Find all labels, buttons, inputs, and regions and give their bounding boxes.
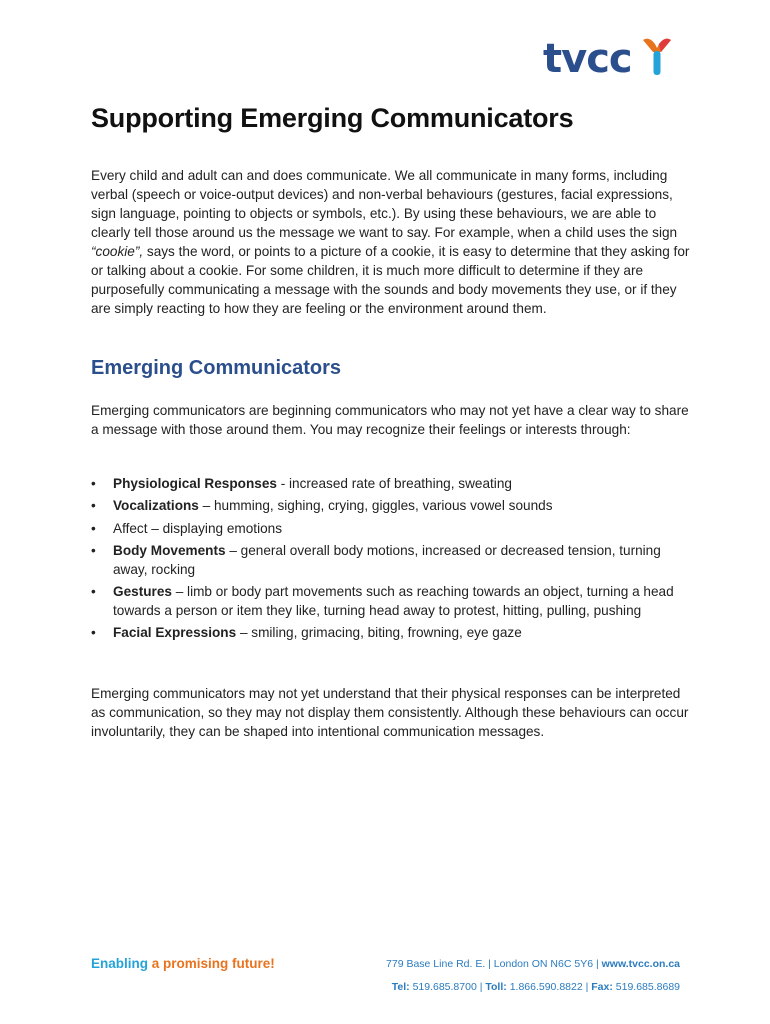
cookie-emphasis: “cookie”,	[91, 244, 144, 259]
bullet-glyph: •	[91, 520, 96, 536]
list-item: • Gestures – limb or body part movements such as reaching towards an object, turning a head towards a person or item they like, turning head away to protest, hitting, pulling, pushing	[91, 584, 674, 619]
list-item: • Affect – displaying emotions	[91, 520, 283, 536]
bullet-glyph: •	[91, 476, 96, 491]
logo-wordmark: tvcc	[543, 36, 632, 82]
list-item: • Physiological Responses - increased rate of breathing, sweating	[91, 476, 512, 491]
list-item: • Body Movements – general overall body motions, increased or decreased tension, turning away, rocking	[91, 542, 661, 577]
section-heading: Emerging Communicators	[91, 357, 342, 379]
response-list	[91, 474, 681, 646]
list-item: • Facial Expressions – smiling, grimacing, biting, frowning, eye gaze	[91, 625, 522, 641]
bullet-glyph: •	[91, 542, 96, 558]
footer-contact: Tel: 519.685.8700 | Toll: 1.866.590.8822 | Fax: 519.685.8689	[391, 981, 680, 993]
tvcc-figure-logo-icon	[639, 32, 675, 78]
bullet-glyph: •	[91, 625, 96, 641]
section-intro-paragraph: Emerging communicators are beginning communicators who may not yet have a clear way to share a message with those around them. You may recognize their feelings or interests through:	[91, 403, 689, 437]
tvcc-logo	[543, 32, 678, 82]
footer-tagline: Enabling a promising future!	[91, 956, 275, 971]
list-item: • Vocalizations – humming, sighing, crying, giggles, various vowel sounds	[91, 498, 553, 514]
closing-paragraph: Emerging communicators may not yet understand that their physical responses can be interpreted as communication, so they may not display them consistently. Although these behaviours can occur involuntarily, they can be shaped into intentional communication messages.	[91, 686, 689, 739]
bullet-glyph: •	[91, 584, 96, 600]
page-title: Supporting Emerging Communicators	[91, 103, 574, 133]
intro-paragraph: Every child and adult can and does communicate. We all communicate in many forms, including verbal (speech or voice-output devices) and non-verbal behaviours (gestures, facial expressions, sign language, pointing to objects or symbols, etc.). By using these behaviours, we are able to clearly tell those around us the message we want to say. For example, when a child uses the sign “cookie”, says the word, or points to a picture of a cookie, it is easy to determine that they asking for or talking about a cookie. For some children, it is much more difficult to determine if they are purposefully communicating a message with the sounds and body movements they use, or if they are simply reacting to how they are feeling or the environment around them.	[91, 168, 690, 316]
website-link[interactable]: www.tvcc.on.ca	[601, 958, 680, 970]
bullet-glyph: •	[91, 498, 96, 514]
footer-address: 779 Base Line Rd. E. | London ON N6C 5Y6 | www.tvcc.on.ca	[386, 958, 680, 970]
